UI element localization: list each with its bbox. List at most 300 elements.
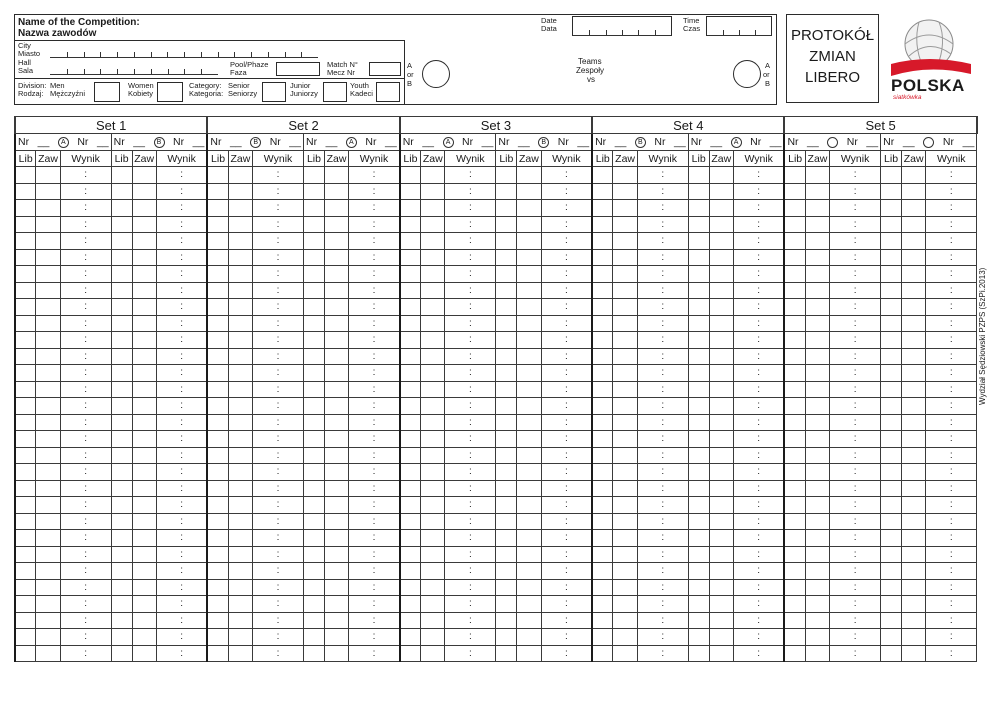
score-cell[interactable]: : — [445, 530, 496, 547]
libero-cell[interactable] — [207, 414, 228, 431]
player-cell[interactable] — [421, 497, 445, 514]
libero-cell[interactable] — [881, 497, 902, 514]
libero-cell[interactable] — [784, 513, 805, 530]
libero-cell[interactable] — [207, 612, 228, 629]
libero-cell[interactable] — [784, 596, 805, 613]
libero-cell[interactable] — [881, 299, 902, 316]
libero-cell[interactable] — [784, 414, 805, 431]
score-cell[interactable]: : — [349, 431, 400, 448]
player-cell[interactable] — [613, 563, 637, 580]
libero-cell[interactable] — [304, 497, 325, 514]
libero-cell[interactable] — [400, 266, 421, 283]
player-cell[interactable] — [805, 365, 829, 382]
score-cell[interactable]: : — [349, 348, 400, 365]
libero-cell[interactable] — [784, 480, 805, 497]
player-cell[interactable] — [517, 612, 541, 629]
libero-cell[interactable] — [881, 596, 902, 613]
player-cell[interactable] — [517, 546, 541, 563]
libero-cell[interactable] — [592, 480, 613, 497]
player-cell[interactable] — [132, 612, 156, 629]
player-cell[interactable] — [901, 332, 925, 349]
score-cell[interactable]: : — [445, 546, 496, 563]
score-cell[interactable]: : — [445, 414, 496, 431]
score-cell[interactable]: : — [445, 381, 496, 398]
score-cell[interactable]: : — [541, 431, 592, 448]
score-cell[interactable]: : — [733, 464, 784, 481]
score-cell[interactable]: : — [253, 530, 304, 547]
score-cell[interactable]: : — [733, 563, 784, 580]
libero-cell[interactable] — [400, 513, 421, 530]
player-cell[interactable] — [709, 612, 733, 629]
libero-cell[interactable] — [207, 546, 228, 563]
libero-cell[interactable] — [111, 332, 132, 349]
score-cell[interactable]: : — [733, 233, 784, 250]
libero-cell[interactable] — [111, 233, 132, 250]
set-4-team-2-nr[interactable] — [688, 134, 784, 151]
score-cell[interactable]: : — [253, 629, 304, 646]
set-4-team-1-nr[interactable] — [592, 134, 688, 151]
libero-cell[interactable] — [400, 249, 421, 266]
player-cell[interactable] — [613, 645, 637, 662]
libero-cell[interactable] — [15, 216, 36, 233]
men-checkbox[interactable] — [94, 82, 120, 102]
score-cell[interactable]: : — [60, 579, 111, 596]
score-cell[interactable]: : — [637, 282, 688, 299]
score-cell[interactable]: : — [541, 365, 592, 382]
score-cell[interactable]: : — [926, 381, 977, 398]
score-cell[interactable]: : — [445, 612, 496, 629]
player-cell[interactable] — [805, 579, 829, 596]
libero-cell[interactable] — [496, 497, 517, 514]
libero-cell[interactable] — [688, 200, 709, 217]
score-cell[interactable]: : — [156, 480, 207, 497]
player-cell[interactable] — [324, 629, 348, 646]
player-cell[interactable] — [901, 579, 925, 596]
libero-cell[interactable] — [304, 249, 325, 266]
libero-cell[interactable] — [881, 200, 902, 217]
player-cell[interactable] — [805, 299, 829, 316]
player-cell[interactable] — [517, 200, 541, 217]
player-cell[interactable] — [324, 282, 348, 299]
libero-cell[interactable] — [784, 266, 805, 283]
player-cell[interactable] — [517, 513, 541, 530]
libero-cell[interactable] — [207, 200, 228, 217]
libero-cell[interactable] — [304, 530, 325, 547]
player-cell[interactable] — [421, 414, 445, 431]
player-cell[interactable] — [613, 167, 637, 184]
libero-cell[interactable] — [304, 579, 325, 596]
match-field[interactable] — [369, 62, 401, 76]
score-cell[interactable]: : — [156, 596, 207, 613]
libero-cell[interactable] — [15, 414, 36, 431]
score-cell[interactable]: : — [926, 414, 977, 431]
player-cell[interactable] — [613, 216, 637, 233]
libero-cell[interactable] — [496, 464, 517, 481]
score-cell[interactable]: : — [60, 645, 111, 662]
libero-cell[interactable] — [592, 431, 613, 448]
score-cell[interactable]: : — [253, 266, 304, 283]
player-cell[interactable] — [36, 365, 60, 382]
libero-cell[interactable] — [496, 546, 517, 563]
player-cell[interactable] — [228, 183, 252, 200]
libero-cell[interactable] — [688, 513, 709, 530]
libero-cell[interactable] — [400, 315, 421, 332]
score-cell[interactable]: : — [541, 167, 592, 184]
score-cell[interactable]: : — [445, 431, 496, 448]
libero-cell[interactable] — [496, 629, 517, 646]
player-cell[interactable] — [324, 299, 348, 316]
libero-cell[interactable] — [304, 332, 325, 349]
score-cell[interactable]: : — [156, 348, 207, 365]
score-cell[interactable]: : — [349, 249, 400, 266]
player-cell[interactable] — [228, 629, 252, 646]
score-cell[interactable]: : — [637, 315, 688, 332]
libero-cell[interactable] — [592, 645, 613, 662]
player-cell[interactable] — [709, 266, 733, 283]
libero-cell[interactable] — [400, 431, 421, 448]
libero-cell[interactable] — [592, 579, 613, 596]
score-cell[interactable]: : — [253, 315, 304, 332]
libero-cell[interactable] — [400, 167, 421, 184]
player-cell[interactable] — [805, 233, 829, 250]
player-cell[interactable] — [228, 497, 252, 514]
player-cell[interactable] — [709, 596, 733, 613]
score-cell[interactable]: : — [830, 497, 881, 514]
player-cell[interactable] — [805, 645, 829, 662]
libero-cell[interactable] — [304, 480, 325, 497]
score-cell[interactable]: : — [830, 563, 881, 580]
player-cell[interactable] — [709, 447, 733, 464]
libero-cell[interactable] — [304, 546, 325, 563]
player-cell[interactable] — [421, 579, 445, 596]
libero-cell[interactable] — [784, 431, 805, 448]
player-cell[interactable] — [228, 464, 252, 481]
score-cell[interactable]: : — [926, 464, 977, 481]
player-cell[interactable] — [613, 332, 637, 349]
score-cell[interactable]: : — [541, 563, 592, 580]
player-cell[interactable] — [228, 612, 252, 629]
player-cell[interactable] — [613, 431, 637, 448]
libero-cell[interactable] — [400, 414, 421, 431]
hall-field[interactable] — [50, 65, 218, 75]
score-cell[interactable]: : — [926, 629, 977, 646]
player-cell[interactable] — [709, 579, 733, 596]
libero-cell[interactable] — [304, 612, 325, 629]
score-cell[interactable]: : — [733, 513, 784, 530]
score-cell[interactable]: : — [445, 282, 496, 299]
score-cell[interactable]: : — [349, 464, 400, 481]
score-cell[interactable]: : — [156, 414, 207, 431]
libero-cell[interactable] — [15, 612, 36, 629]
score-cell[interactable]: : — [733, 299, 784, 316]
score-cell[interactable]: : — [253, 563, 304, 580]
libero-cell[interactable] — [111, 315, 132, 332]
score-cell[interactable]: : — [637, 629, 688, 646]
libero-cell[interactable] — [688, 464, 709, 481]
score-cell[interactable]: : — [253, 612, 304, 629]
libero-cell[interactable] — [207, 381, 228, 398]
libero-cell[interactable] — [207, 216, 228, 233]
libero-cell[interactable] — [207, 579, 228, 596]
score-cell[interactable]: : — [637, 497, 688, 514]
libero-cell[interactable] — [496, 530, 517, 547]
score-cell[interactable]: : — [349, 563, 400, 580]
libero-cell[interactable] — [400, 629, 421, 646]
libero-cell[interactable] — [881, 431, 902, 448]
libero-cell[interactable] — [15, 282, 36, 299]
player-cell[interactable] — [132, 645, 156, 662]
player-cell[interactable] — [36, 497, 60, 514]
score-cell[interactable]: : — [830, 348, 881, 365]
score-cell[interactable]: : — [156, 200, 207, 217]
player-cell[interactable] — [421, 596, 445, 613]
score-cell[interactable]: : — [541, 579, 592, 596]
libero-cell[interactable] — [207, 167, 228, 184]
score-cell[interactable]: : — [830, 579, 881, 596]
score-cell[interactable]: : — [830, 381, 881, 398]
libero-cell[interactable] — [400, 530, 421, 547]
libero-cell[interactable] — [784, 447, 805, 464]
libero-cell[interactable] — [15, 200, 36, 217]
libero-cell[interactable] — [207, 596, 228, 613]
player-cell[interactable] — [132, 167, 156, 184]
score-cell[interactable]: : — [830, 299, 881, 316]
score-cell[interactable]: : — [926, 579, 977, 596]
libero-cell[interactable] — [496, 612, 517, 629]
score-cell[interactable]: : — [60, 563, 111, 580]
player-cell[interactable] — [613, 398, 637, 415]
score-cell[interactable]: : — [830, 167, 881, 184]
libero-cell[interactable] — [592, 414, 613, 431]
libero-cell[interactable] — [688, 299, 709, 316]
libero-cell[interactable] — [592, 315, 613, 332]
score-cell[interactable]: : — [60, 299, 111, 316]
score-cell[interactable]: : — [733, 612, 784, 629]
player-cell[interactable] — [805, 216, 829, 233]
score-cell[interactable]: : — [60, 332, 111, 349]
libero-cell[interactable] — [784, 563, 805, 580]
score-cell[interactable]: : — [253, 381, 304, 398]
libero-cell[interactable] — [15, 513, 36, 530]
score-cell[interactable]: : — [637, 480, 688, 497]
player-cell[interactable] — [805, 480, 829, 497]
libero-cell[interactable] — [881, 530, 902, 547]
player-cell[interactable] — [132, 299, 156, 316]
libero-cell[interactable] — [111, 464, 132, 481]
libero-cell[interactable] — [304, 414, 325, 431]
libero-cell[interactable] — [304, 563, 325, 580]
libero-cell[interactable] — [688, 167, 709, 184]
player-cell[interactable] — [421, 365, 445, 382]
libero-cell[interactable] — [15, 431, 36, 448]
player-cell[interactable] — [132, 497, 156, 514]
libero-cell[interactable] — [496, 266, 517, 283]
player-cell[interactable] — [421, 431, 445, 448]
player-cell[interactable] — [517, 645, 541, 662]
player-cell[interactable] — [517, 381, 541, 398]
player-cell[interactable] — [132, 530, 156, 547]
libero-cell[interactable] — [496, 645, 517, 662]
libero-cell[interactable] — [881, 645, 902, 662]
libero-cell[interactable] — [496, 315, 517, 332]
pool-field[interactable] — [276, 62, 320, 76]
player-cell[interactable] — [36, 167, 60, 184]
player-cell[interactable] — [613, 546, 637, 563]
score-cell[interactable]: : — [830, 183, 881, 200]
libero-cell[interactable] — [496, 183, 517, 200]
player-cell[interactable] — [805, 530, 829, 547]
libero-cell[interactable] — [15, 233, 36, 250]
libero-cell[interactable] — [592, 381, 613, 398]
score-cell[interactable]: : — [830, 480, 881, 497]
libero-cell[interactable] — [688, 398, 709, 415]
score-cell[interactable]: : — [156, 513, 207, 530]
player-cell[interactable] — [709, 200, 733, 217]
player-cell[interactable] — [709, 167, 733, 184]
libero-cell[interactable] — [881, 266, 902, 283]
score-cell[interactable]: : — [830, 464, 881, 481]
player-cell[interactable] — [805, 282, 829, 299]
score-cell[interactable]: : — [349, 398, 400, 415]
score-cell[interactable]: : — [253, 299, 304, 316]
libero-cell[interactable] — [688, 233, 709, 250]
score-cell[interactable]: : — [733, 365, 784, 382]
score-cell[interactable]: : — [541, 497, 592, 514]
women-checkbox[interactable] — [157, 82, 183, 102]
score-cell[interactable]: : — [445, 629, 496, 646]
libero-cell[interactable] — [15, 546, 36, 563]
libero-cell[interactable] — [881, 563, 902, 580]
player-cell[interactable] — [228, 414, 252, 431]
player-cell[interactable] — [517, 398, 541, 415]
set-2-team-2-nr[interactable] — [304, 134, 400, 151]
player-cell[interactable] — [805, 398, 829, 415]
libero-cell[interactable] — [688, 216, 709, 233]
player-cell[interactable] — [901, 249, 925, 266]
player-cell[interactable] — [709, 299, 733, 316]
player-cell[interactable] — [901, 497, 925, 514]
player-cell[interactable] — [324, 612, 348, 629]
player-cell[interactable] — [324, 464, 348, 481]
libero-cell[interactable] — [15, 315, 36, 332]
score-cell[interactable]: : — [60, 233, 111, 250]
score-cell[interactable]: : — [541, 299, 592, 316]
libero-cell[interactable] — [15, 365, 36, 382]
libero-cell[interactable] — [304, 348, 325, 365]
player-cell[interactable] — [324, 447, 348, 464]
libero-cell[interactable] — [881, 414, 902, 431]
libero-cell[interactable] — [881, 216, 902, 233]
libero-cell[interactable] — [784, 629, 805, 646]
score-cell[interactable]: : — [156, 183, 207, 200]
player-cell[interactable] — [709, 216, 733, 233]
libero-cell[interactable] — [15, 398, 36, 415]
player-cell[interactable] — [613, 629, 637, 646]
player-cell[interactable] — [805, 497, 829, 514]
player-cell[interactable] — [517, 431, 541, 448]
libero-cell[interactable] — [400, 612, 421, 629]
player-cell[interactable] — [805, 596, 829, 613]
player-cell[interactable] — [228, 645, 252, 662]
libero-cell[interactable] — [304, 645, 325, 662]
player-cell[interactable] — [324, 546, 348, 563]
score-cell[interactable]: : — [733, 530, 784, 547]
libero-cell[interactable] — [592, 398, 613, 415]
score-cell[interactable]: : — [156, 612, 207, 629]
libero-cell[interactable] — [784, 315, 805, 332]
libero-cell[interactable] — [592, 233, 613, 250]
score-cell[interactable]: : — [926, 249, 977, 266]
player-cell[interactable] — [613, 447, 637, 464]
player-cell[interactable] — [421, 183, 445, 200]
player-cell[interactable] — [805, 414, 829, 431]
libero-cell[interactable] — [688, 266, 709, 283]
player-cell[interactable] — [421, 612, 445, 629]
libero-cell[interactable] — [400, 563, 421, 580]
libero-cell[interactable] — [592, 365, 613, 382]
libero-cell[interactable] — [496, 513, 517, 530]
score-cell[interactable]: : — [830, 513, 881, 530]
player-cell[interactable] — [421, 546, 445, 563]
player-cell[interactable] — [421, 299, 445, 316]
player-cell[interactable] — [805, 612, 829, 629]
score-cell[interactable]: : — [541, 629, 592, 646]
libero-cell[interactable] — [881, 332, 902, 349]
libero-cell[interactable] — [688, 332, 709, 349]
score-cell[interactable]: : — [156, 365, 207, 382]
player-cell[interactable] — [613, 365, 637, 382]
score-cell[interactable]: : — [541, 266, 592, 283]
libero-cell[interactable] — [784, 612, 805, 629]
score-cell[interactable]: : — [541, 414, 592, 431]
player-cell[interactable] — [324, 266, 348, 283]
libero-cell[interactable] — [111, 398, 132, 415]
player-cell[interactable] — [517, 216, 541, 233]
libero-cell[interactable] — [304, 398, 325, 415]
player-cell[interactable] — [517, 629, 541, 646]
score-cell[interactable]: : — [926, 563, 977, 580]
libero-cell[interactable] — [400, 447, 421, 464]
libero-cell[interactable] — [784, 365, 805, 382]
score-cell[interactable]: : — [349, 645, 400, 662]
score-cell[interactable]: : — [253, 431, 304, 448]
player-cell[interactable] — [132, 398, 156, 415]
player-cell[interactable] — [517, 348, 541, 365]
player-cell[interactable] — [421, 233, 445, 250]
libero-cell[interactable] — [15, 348, 36, 365]
score-cell[interactable]: : — [156, 464, 207, 481]
libero-cell[interactable] — [111, 612, 132, 629]
player-cell[interactable] — [324, 497, 348, 514]
libero-cell[interactable] — [784, 167, 805, 184]
score-cell[interactable]: : — [926, 167, 977, 184]
libero-cell[interactable] — [400, 233, 421, 250]
libero-cell[interactable] — [688, 348, 709, 365]
libero-cell[interactable] — [304, 282, 325, 299]
player-cell[interactable] — [709, 381, 733, 398]
libero-cell[interactable] — [207, 431, 228, 448]
score-cell[interactable]: : — [60, 596, 111, 613]
player-cell[interactable] — [421, 216, 445, 233]
player-cell[interactable] — [228, 513, 252, 530]
libero-cell[interactable] — [784, 200, 805, 217]
score-cell[interactable]: : — [541, 596, 592, 613]
libero-cell[interactable] — [881, 365, 902, 382]
player-cell[interactable] — [132, 266, 156, 283]
libero-cell[interactable] — [592, 200, 613, 217]
player-cell[interactable] — [421, 464, 445, 481]
libero-cell[interactable] — [400, 546, 421, 563]
